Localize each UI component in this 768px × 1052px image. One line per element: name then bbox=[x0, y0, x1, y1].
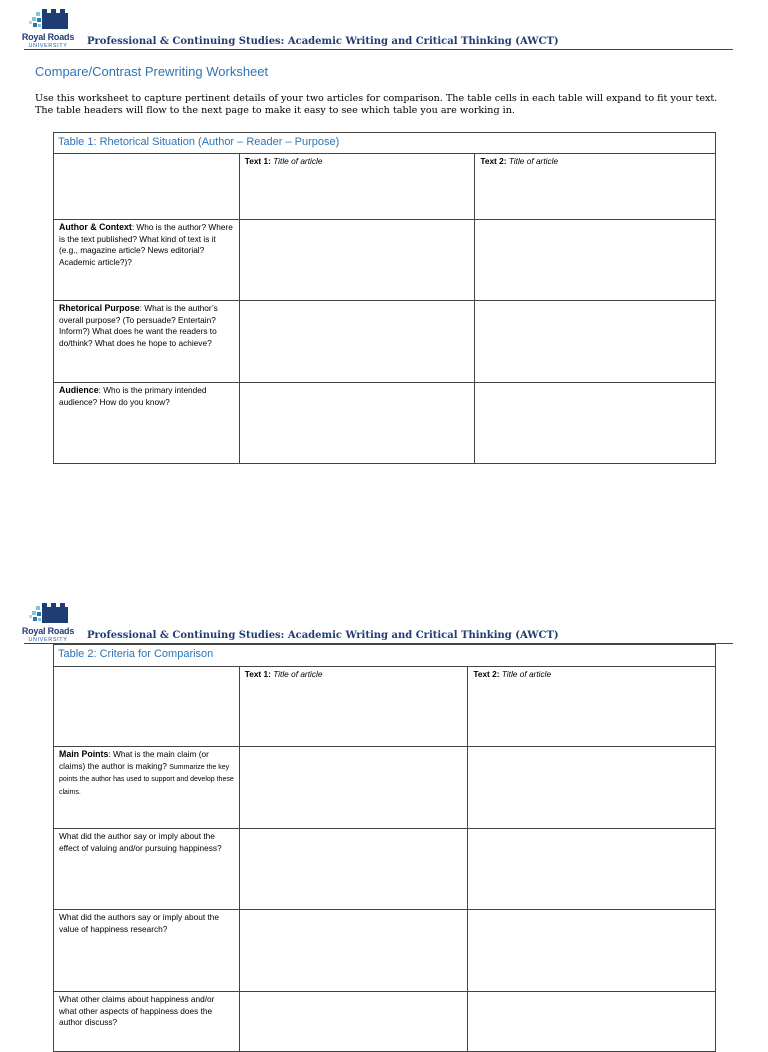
table1-input-cell[interactable] bbox=[239, 220, 475, 301]
row-label-note: Summarize the key points the author has used to support and develop these claims. bbox=[59, 763, 234, 796]
table2-corner-cell bbox=[54, 667, 240, 747]
row-label-heading: Rhetorical Purpose bbox=[59, 303, 140, 313]
table2-col2-prefix: Text 2: bbox=[473, 669, 502, 679]
table1-col-text1[interactable] bbox=[239, 154, 475, 220]
row-label-effect-of-happiness: What did the author say or imply about the effect of valuing and/or pursuing happiness? bbox=[54, 829, 240, 910]
table2-col1-prefix: Text 1: bbox=[244, 669, 274, 679]
table-row bbox=[54, 383, 716, 464]
table2-col-text1[interactable] bbox=[239, 667, 468, 747]
header-title: Professional & Continuing Studies: Academic Writing and Critical Thinking (AWCT) bbox=[87, 630, 559, 641]
table-rhetorical-situation bbox=[53, 132, 716, 464]
table1-col-text2[interactable] bbox=[475, 154, 716, 220]
row-label-heading: Main Points bbox=[59, 749, 109, 759]
table1-caption: Table 1: Rhetorical Situation (Author – Reader – Purpose) bbox=[54, 133, 716, 154]
table-row bbox=[54, 220, 716, 301]
row-label-text: : What is the author’s overall purpose? (To persuade? Entertain? Inform?) What does he want the readers to do/think? What does he hope to achieve? bbox=[59, 303, 218, 348]
royal-roads-logo bbox=[18, 602, 78, 646]
row-label-happiness-research: What did the authors say or imply about the value of happiness research? bbox=[54, 910, 240, 992]
table1-input-cell[interactable] bbox=[475, 301, 716, 383]
table2-input-cell[interactable] bbox=[239, 747, 468, 829]
row-label-text: : Who is the primary intended audience? How do you know? bbox=[59, 385, 207, 407]
logo-subtitle: UNIVERSITY bbox=[28, 43, 68, 49]
table2-col-text2[interactable] bbox=[468, 667, 716, 747]
row-label-author-context bbox=[54, 220, 240, 301]
table-criteria-comparison bbox=[53, 644, 716, 1052]
header-title: Professional & Continuing Studies: Academic Writing and Critical Thinking (AWCT) bbox=[87, 36, 559, 47]
table1-input-cell[interactable] bbox=[239, 301, 475, 383]
table1-corner-cell bbox=[54, 154, 240, 220]
logo-name: Royal Roads bbox=[21, 32, 75, 42]
table1-input-cell[interactable] bbox=[239, 383, 475, 464]
table2-col1-title: Title of article bbox=[273, 669, 323, 679]
table1-col2-prefix: Text 2: bbox=[480, 156, 509, 166]
logo-subtitle: UNIVERSITY bbox=[28, 637, 68, 643]
intro-paragraph: Use this worksheet to capture pertinent details of your two articles for comparison. The table cells in each table will expand to fit your text. The table headers will flow to the next page to make it easy to see which table you are working in. bbox=[35, 93, 718, 116]
table1-col1-title: Title of article bbox=[273, 156, 323, 166]
table2-input-cell[interactable] bbox=[468, 992, 716, 1052]
table2-col2-title: Title of article bbox=[501, 669, 552, 679]
table1-input-cell[interactable] bbox=[475, 383, 716, 464]
table2-input-cell[interactable] bbox=[468, 829, 716, 910]
royal-roads-logo bbox=[18, 8, 78, 52]
table2-caption: Table 2: Criteria for Comparison bbox=[54, 645, 716, 667]
table2-input-cell[interactable] bbox=[239, 829, 468, 910]
table-row bbox=[54, 992, 716, 1052]
table2-input-cell[interactable] bbox=[239, 992, 468, 1052]
castle-pixel-icon bbox=[18, 602, 78, 626]
table-row bbox=[54, 301, 716, 383]
row-label-heading: Author & Context bbox=[59, 222, 132, 232]
table-row bbox=[54, 829, 716, 910]
table-row bbox=[54, 747, 716, 829]
row-label-audience bbox=[54, 383, 240, 464]
table-row bbox=[54, 910, 716, 992]
row-label-heading: Audience bbox=[59, 385, 99, 395]
castle-pixel-icon bbox=[18, 8, 78, 32]
header-rule bbox=[24, 49, 733, 50]
row-label-text: : What is the main claim (or claims) the author is making? bbox=[59, 749, 209, 771]
page-title: Compare/Contrast Prewriting Worksheet bbox=[35, 64, 269, 79]
logo-name: Royal Roads bbox=[21, 626, 75, 636]
table2-input-cell[interactable] bbox=[468, 910, 716, 992]
table1-col1-prefix: Text 1: bbox=[244, 156, 274, 166]
row-label-other-claims: What other claims about happiness and/or what other aspects of happiness does the author discuss? bbox=[54, 992, 240, 1052]
row-label-text: : Who is the author? Where is the text published? What kind of text is it (e.g., magazine article? News editorial? Academic article?)? bbox=[59, 222, 233, 267]
table2-input-cell[interactable] bbox=[239, 910, 468, 992]
table2-input-cell[interactable] bbox=[468, 747, 716, 829]
table1-input-cell[interactable] bbox=[475, 220, 716, 301]
row-label-rhetorical-purpose bbox=[54, 301, 240, 383]
row-label-main-points bbox=[54, 747, 240, 829]
table1-col2-title: Title of article bbox=[508, 156, 559, 166]
